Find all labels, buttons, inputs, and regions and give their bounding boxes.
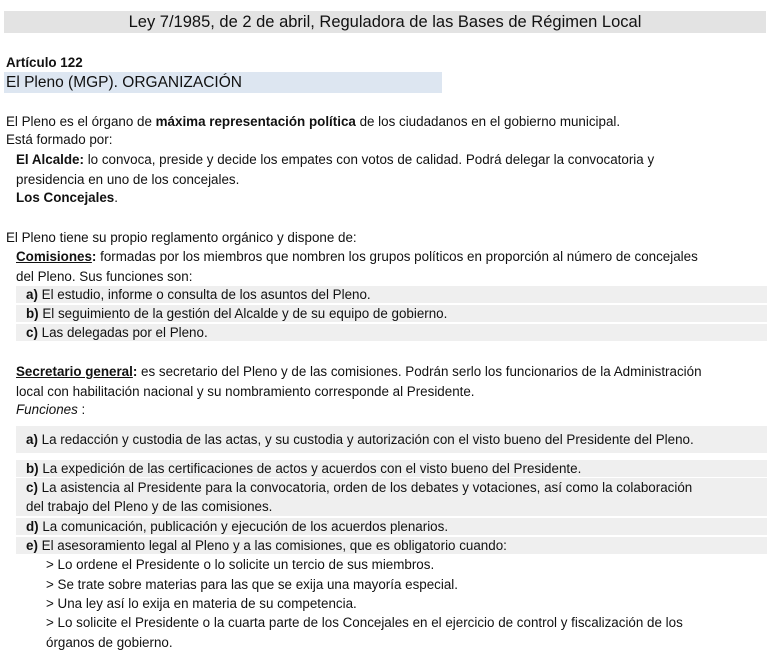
case-line-1: > Lo ordene el Presidente o lo solicite un tercio de sus miembros.	[46, 557, 435, 572]
item-letter: a)	[26, 287, 38, 302]
item-letter: d)	[26, 519, 39, 534]
item-letter: e)	[26, 538, 38, 553]
secretario-line-2: local con habilitación nacional y su nombramiento corresponde al Presidente.	[16, 384, 475, 399]
concejales-line	[16, 189, 118, 207]
composition-label: Está formado por:	[6, 132, 113, 147]
concejales-period: .	[114, 190, 118, 205]
funcion-item-a	[26, 431, 694, 449]
case-line-4-cont: órganos de gobierno.	[46, 635, 173, 650]
comisiones-text: formadas por los miembros que nombren los grupos políticos en proporción al número de concejales	[96, 249, 698, 264]
item-text: El asesoramiento legal al Pleno y a las comisiones, que es obligatorio cuando:	[37, 538, 507, 553]
comisiones-label: Comisiones	[16, 249, 92, 264]
item-letter: b)	[26, 461, 39, 476]
item-text: La asistencia al Presidente para la convocatoria, orden de los debates y votaciones, así como la colaboración	[37, 480, 693, 495]
funciones-colon: :	[77, 402, 86, 417]
alcalde-line	[16, 151, 654, 169]
item-letter: b)	[26, 306, 39, 321]
case-line-2: > Se trate sobre materias para las que se exija una mayoría especial.	[46, 577, 458, 592]
alcalde-line-2: presidencia en uno de los concejales.	[16, 172, 240, 187]
secretario-colon: :	[132, 364, 138, 379]
intro-text-end: de los ciudadanos en el gobierno municipal.	[355, 114, 621, 129]
secretario-text: es secretario del Pleno y de las comisiones. Podrán serlo los funcionarios de la Administración	[137, 364, 702, 379]
comisiones-line	[16, 248, 698, 266]
item-letter: c)	[26, 325, 38, 340]
item-letter: a)	[26, 432, 38, 447]
item-text: La redacción y custodia de las actas, y su custodia y autorización con el visto bueno del Presidente del Pleno.	[37, 432, 694, 447]
funciones-text: Funciones	[16, 402, 78, 417]
comision-item-b	[26, 305, 447, 323]
item-text: del trabajo del Pleno y de las comisiones.	[26, 499, 273, 514]
item-text: La comunicación, publicación y ejecución de los acuerdos plenarios.	[38, 519, 449, 534]
item-text: El estudio, informe o consulta de los asuntos del Pleno.	[37, 287, 371, 302]
funcion-item-b	[26, 460, 581, 478]
funcion-item-d	[26, 518, 448, 536]
funcion-item-c	[26, 479, 692, 497]
document-title: Ley 7/1985, de 2 de abril, Reguladora de las Bases de Régimen Local	[4, 11, 766, 33]
funcion-item-c-line-2	[26, 498, 272, 516]
funciones-label	[16, 401, 85, 419]
concejales-label: Los Concejales	[16, 190, 115, 205]
intro-paragraph	[6, 113, 620, 131]
secretario-line	[16, 363, 702, 381]
article-number: Artículo 122	[6, 55, 83, 70]
comision-item-c	[26, 324, 208, 342]
case-line-3: > Una ley así lo exija en materia de su competencia.	[46, 596, 357, 611]
item-text: Las delegadas por el Pleno.	[37, 325, 208, 340]
comisiones-colon: :	[91, 249, 97, 264]
funcion-item-e	[26, 537, 507, 555]
reglamento-intro: El Pleno tiene su propio reglamento orgánico y dispone de:	[6, 230, 357, 245]
alcalde-label: El Alcalde:	[16, 152, 84, 167]
comisiones-line-2: del Pleno. Sus funciones son:	[16, 269, 193, 284]
item-letter: c)	[26, 480, 38, 495]
intro-bold: máxima representación política	[155, 114, 356, 129]
article-title: El Pleno (MGP). ORGANIZACIÓN	[4, 72, 442, 93]
item-text: La expedición de las certificaciones de actos y acuerdos con el visto bueno del Presidente.	[38, 461, 582, 476]
comision-item-a	[26, 286, 371, 304]
secretario-label: Secretario general	[16, 364, 133, 379]
item-text: El seguimiento de la gestión del Alcalde y de su equipo de gobierno.	[38, 306, 448, 321]
case-line-4: > Lo solicite el Presidente o la cuarta parte de los Concejales en el ejercicio de control y fiscalización de los	[46, 615, 683, 630]
intro-text: El Pleno es el órgano de	[6, 114, 156, 129]
alcalde-text: lo convoca, preside y decide los empates con votos de calidad. Podrá delegar la convocatoria y	[83, 152, 655, 167]
